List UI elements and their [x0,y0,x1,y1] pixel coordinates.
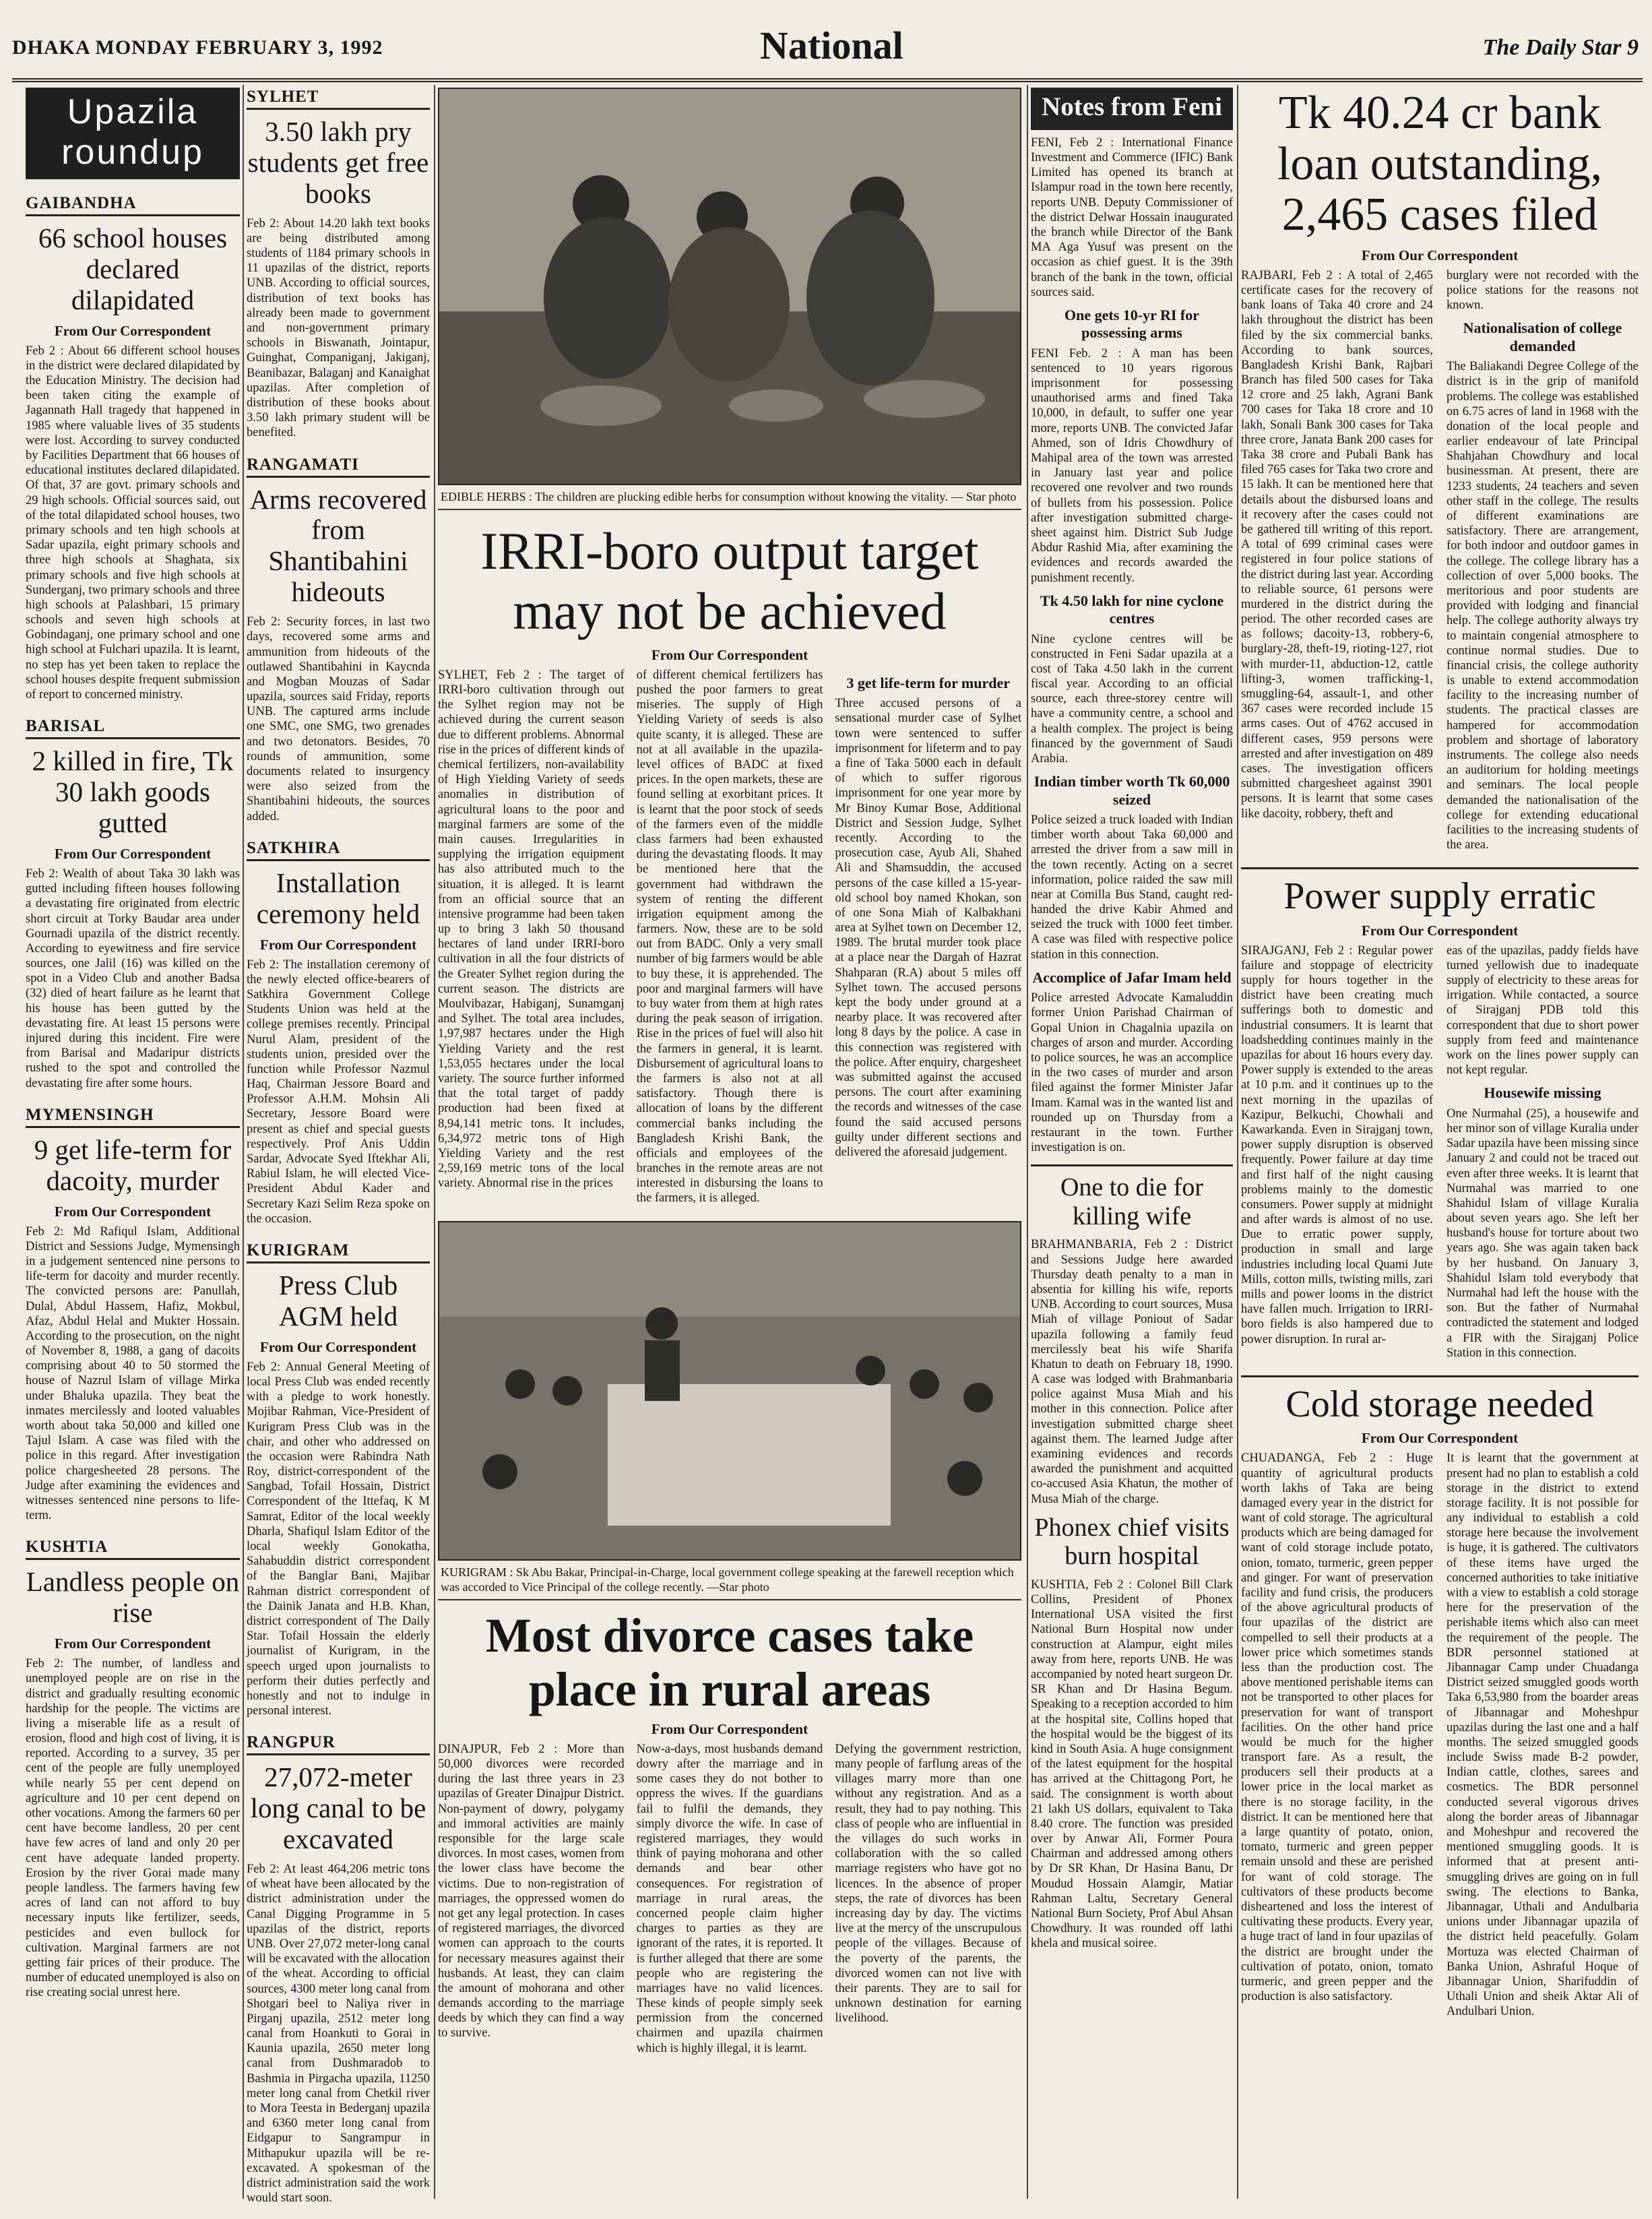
section-title: National [760,24,903,67]
subheadline: Nationalisation of college demanded [1463,319,1622,354]
story-body: Feb 2: About 14.20 lakh text books are being distributed among students of 1184 primary schools in 11 upazilas of the district, reports UNB. According to official sources, distribution of text books has already been made to government and non-government primary schools in Biswanath, Jointapur, Guinghat, Companiganj, Jakiganj, Beanibazar, Balaganj and Kanaighat upazilas. After completion of distribution of these books about 3.50 lakh primary student will be benefited. [247,216,430,440]
story-body: Police seized a truck loaded with Indian timber worth about Taka 60,000 and arrested the driver from a saw mill in the town recently. Acting on a secret information, police raided the saw mill near at Comilla Bus Stand, caught red-handed the drive Kabir Ahmed and seized the truck with 1000 feet timber. A case was filed with respective police station in this connection. [1031,813,1233,962]
story-headline: Installation ceremony held [256,867,420,929]
story-body: Feb 2: Security forces, in last two days, recovered some arms and ammunition from hideouts of the outlawed Shantibahini in Kaycnda and Mogban Mouzas of Sadar upazila, sources said Friday, reports UNB. The captured arms include one SMC, one SMG, two grenades and two detonators. Besides, 70 rounds of ammunition, some documents related to insurgency were also seized from the Shantibahini hideouts, the sources added. [247,615,430,823]
byline: From Our Correspondent [1361,1430,1519,1447]
story-headline: Arms recovered from Shantibahini hideouts [249,483,427,608]
district-label: SATKHIRA [247,839,430,861]
byline: From Our Correspondent [259,936,417,953]
article-text: Defying the government restriction, many people of farflung areas of the villages marry more than one without any registration. And as a result, they had to pay nothing. This class of people who are influential in the villages do such works in collaboration with the so called marriage registers who have got no licences. In the absence of proper steps, the rate of divorces has been increasing day by day. The victims live at the mercy of the unscrupulous people of the villages. Because of the poverty of the parents, the divorced women can not live with their parents. They are to sail for unknown destination for earning livelihood. [835,1742,1022,2026]
section-rule [1031,1164,1233,1166]
subheadline: 3 get life-term for murder [846,674,1011,691]
section-rule [1241,1375,1639,1377]
byline: From Our Correspondent [54,1203,212,1220]
column-main [438,88,1021,2061]
page-masthead [12,20,1643,85]
story-headline: 3.50 lakh pry students get free books [247,116,429,209]
district-label: KURIGRAM [247,1241,430,1263]
photo-edible-herbs [438,88,1021,485]
story-body: Feb 2: The number, of landless and unemployed people are on rise in the district and gradually resulting economic hardship for the people. The victims are living a miserable life as a result of erosion, flood and high cost of living, it is reported. According to a survey, 35 per cent of the people are fully unemployed while nearly 55 per cent depend on agriculture and 10 per cent depend on other vocations. Among the farmers 60 per cent have become landless, 20 per cent have few acres of land and only 20 per cent have adequate landed property. Erosion by the river Gorai made many people landless. The farmers having few acres of land can not afford to buy necessary inputs like fertilizer, seeds, pesticides and even bullock for cultivation. Marginal farmers are not getting fair prices of their produce. The number of educated unemployed is also on rise creating social unrest here. [26,1657,240,2000]
headline-power-supply: Power supply erratic [1283,875,1596,918]
headline-bank-loan: Tk 40.24 cr bank loan outstanding, 2,465 cases filed [1277,87,1603,241]
story-body: BRAHMANBARIA, Feb 2 : District and Sessions Judge here awarded Thursday death penalty to a man in absentia for killing his wife, reports UNB. According to court sources, Musa Miah of village Poniout of Sadar upazila following a family feud mercilessly beat his wife Sharifa Khatun to death on February 18, 1990. A case was lodged with Brahmanbaria police against Musa Miah and his mother in this connection. Police after investigation submitted charge sheet against them. The learned Judge after examining evidences and records awarded the punishment and acquitted co-accused Asia Khatun, the mother of Musa Miah of the charge. [1031,1238,1233,1506]
column-notes-from-feni [1031,88,1233,1957]
article-text: SIRAJGANJ, Feb 2 : Regular power failure and stoppage of electricity supply for hours together in the district have been creating much sufferings both to domestic and industrial consumers. It is learnt that loadshedding continues mainly in the upazilas for about 16 hours every day. Power supply is extended to the areas at 10 p.m. and it continues up to the next morning in the upazilas of Kazipur, Belkuchi, Chowhali and Kawarkanda. Even in Sirajganj town, power supply disruption is observed frequently. Power failure at day time and first half of the night causing problems mainly to the domestic consumers. Power supply at midnight and after wards is almost of no use. Due to erratic power supply, production in small and large industries including local Quami Jute Mills, cotton mills, twisting mills, zari mills and power looms in the district have fallen much. Irrigation to IRRI-boro fields is also hampered due to power disruption. In rural ar- [1241,943,1433,1346]
story-headline: Press Club AGM held [278,1269,398,1332]
subheadline: Housewife missing [1484,1084,1601,1102]
article-text: SYLHET, Feb 2 : The target of IRRI-boro cultivation through out the Sylhet region may not be achieved during the current season due to different problems. Abnormal rise in the prices of different kinds of chemical fertilizers, non-availability of High Yielding Variety of seeds anomalies in distribution of agricultural loans to the poor and marginal farmers are some of the main causes. Irregularities in supplying the irrigation equipment has also attributed much to the situation, it is alleged. It is learnt from an official source that an intensive programme had been taken up to bring 3 lakh 50 thousand hectares of land under IRRI-boro cultivation in all the four districts of the Greater Sylhet region during the current season. The districts are Moulvibazar, Habiganj, Sunamganj and Sylhet. The total area includes, 1,97,987 hectares under the High Yielding Variety and the rest 1,53,055 hectares under the local variety. The source further informed that the total target of paddy production had been fixed at 8,94,141 metric tons. It includes, 6,34,972 metric tons of High Yielding Variety and the rest 2,59,169 metric tons of the local variety. Abnormal rise in the prices [438,668,625,1191]
photo-kurigram-reception [438,1221,1021,1561]
story-body: Feb 2: The installation ceremony of the newly elected office-bearers of Satkhira Government College Students Union was held at the college premises recently. Principal Nurul Alam, president of the students union, presided over the function while Professor Nazmul Haq, Chairman Jessore Board and Professor A.H.M. Mohsin Ali Secretary, Jessore Board were present as chief and special guests respectively. Prof Anis Uddin Sardar, Advocate Syed Iftekhar Ali, Rabiul Islam, he will elected Vice-President Abdul Kader and Secretary Kazi Selim Reza spoke on the occasion. [247,958,430,1226]
article-text: It is learnt that the government at present had no plan to establish a cold storage in the district to extend storage facility. It is not possible for any individual to establish a cold storage here because the involvement is huge, it is gathered. The cultivators of these items have urged the concerned authorities to take initiative with a view to establish a cold storage here for the preservation of the perishable items which also can meet the requirement of the people. The BDR personnel stationed at Jibannagar Camp under Chuadanga District seized smuggled goods worth Taka 6,53,980 from the boarder areas of Jibannagar and Moheshpur upazilas during the last one and a half months. The seized smuggled goods include Swiss made B-2 powder, Indian cattle, clothes, sarees and cosmetics. The BDR personnel conducted several vigorous drives along the border areas of Jibannagar and Moheshpur and recovered the mentioned smuggling goods. It is informed that at present anti-smuggling drives are going on in full swing. The elections to Banka, Jibannagar, Uthali and Andulbaria unions under Jibannagar upazila of the district held peacefully. Golam Mortuza was elected Chairman of Banka Union, Ashraful Hoque of Jibannagar Union, Sharifuddin of Uthali Union and sheik Aktar Ali of Andulbari Union. [1447,1451,1639,2019]
district-label: BARISAL [26,717,240,739]
district-label: KUSHTIA [26,1538,240,1560]
byline: From Our Correspondent [54,1635,212,1652]
story-body: Feb 2: At least 464,206 metric tons of wheat have been allocated by the district administration under the Canal Digging Programme in 5 upazilas of the district, reports UNB. Over 27,072 meter-long canal will be excavated with the allocation of the wheat. According to official sources, 4300 meter long canal from Shotgari beel to Naliya river in Pirganj upazila, 2512 meter long canal from Hoankuti to Gorai in Kaunia upazila, 2650 meter long canal from Dushmaradob to Bashmia in Pirgacha upazila, 11250 meter long canal from Chetkil river to Mora Teesta in Bederganj upazila and 6360 meter long canal from Eidgapur to Sangrampur in Mithapukur upazila will be re-excavated. A spokesman of the district administration said the work would start soon. [247,1863,430,2206]
byline: From Our Correspondent [1361,922,1519,939]
cold-storage-article [1241,1451,1639,2024]
farewell-reception-image [439,1222,1020,1559]
article-text: The Baliakandi Degree College of the district is in the grip of manifold problems. The college was established on 6.75 acres of land in 1968 with the donation of the local people and earlier endeavour of late Principal Shahjahan Chowdhury and local businessman. At present, there are 1233 students, 24 teachers and seven other staff in the college. The results of different examinations are satisfactory. There are arrangement, for both indoor and outdoor games in the college. The college library has a collection of over 5,000 books. The meritorious and poor students are provided with lodging and financial help. The college authority always try to maintain congenial atmosphere to continue normal studies. Due to financial crisis, the college authority is unable to extend accommodation facility to the increasing number of students. The practical classes are hampered for accommodation problem and shortage of laboratory instruments. The college also needs an auditorium for holding meetings and seminars. The local people demanded the nationalisation of the college for extending educational facilities to the increasing students of the area. [1447,360,1639,852]
story-body: Feb 2: Md Rafiqul Islam, Additional District and Sessions Judge, Mymensingh in a judgement sentenced nine persons to life-term for dacoity and murder recently. The convicted persons are: Panullah, Dulal, Abdul Hassem, Hafiz, Mokbul, Afaz, Abdul Helal and Mukter Hossain. According to the prosecution, on the night of November 8, 1988, a gang of dacoits comprising about 40 to 50 stormed the house of Nazrul Islam of village Mirka under Bhaluka upazila. They beat the inmates mercilessly and looted valuables worth about taka 50,000 and killed one Tajul Islam. A case was filed with the police in this regard. After investigation police chargesheeted 28 persons. The Judge after examining the evidences and witnesses sentenced nine persons to life-term. [26,1224,240,1523]
district-label: MYMENSINGH [26,1106,240,1128]
byline: From Our Correspondent [259,1338,417,1355]
power-supply-article [1241,943,1639,1366]
story-headline: Landless people on rise [26,1566,240,1629]
story-body: Police arrested Advocate Kamaluddin former Union Parishad Chairman of Gopal Union in Chagalnia upazila on charges of arson and murder. According to police sources, he was an accomplice in the two cases of murder and arson filed against the former Minister Jafar Imam. Kamal was in the wanted list and rounded up on Thursday from a restaurant in the town. Further investigation is on. [1031,991,1233,1155]
masthead-rule [12,78,1643,82]
article-text: Now-a-days, most husbands demand dowry after the marriage and in some cases they do not bother to oppress the wives. If the guardians fail to fulfil the demands, they simply divorce the wife. In case of registered marriages, they would think of paying mohorana and other demands and bear other consequences. For registration of marriage in rural areas, the concerned people claim higher charges to parties as they are ignorant of the rates, it is reported. It is further alleged that there are some people who are registering the marriages have no valid licences. These kinds of people simply seek permission from the concerned chairmen and upazila chairmen which is highly illegal, it is learnt. [636,1742,823,2055]
column-divider [1237,85,1238,2199]
district-label: GAIBANDHA [26,194,240,216]
column-divider [1027,85,1028,2199]
article-text: of different chemical fertilizers has pushed the poor farmers to great miseries. The supply of High Yielding Variety of seeds is also quite scanty, it is alleged. These are not at all available in the upazila-level offices of BADC at fixed prices. In the open markets, these are found selling at exorbitant prices. It is learnt that the poor stock of seeds of the farmers even of the middle class farmers had been exhausted during the devastating floods. It may be mentioned here that the government had withdrawn the system of renting the different irrigation equipment among the farmers. Now, these are to be sold out from BADC. Only a very small number of big farmers would be able to buy these, it is apprehended. The poor and marginal farmers will have to buy water from them at high rates during the peak season of irrigation. Rise in the prices of fuel will also hit the farmers in general, it is learnt. Disbursement of agricultural loans to the farmers is also not at all satisfactory. Though there is allocation of loans by the different commercial banks including the Bangladesh Krishi Bank, the officials and employees of the branches in the remote areas are not interested in disbursing the loans to the farmers, it is alleged. [636,668,823,1206]
article-text: One Nurmahal (25), a housewife and her minor son of village Kuralia under Sadar upazila have been missing since January 2 and could not be traced out even after three weeks. It is learnt that Nurmahal was married to one Shahidul Islam of village Kuralia about seven years ago. She left her husband's house for torture about two years ago. She was again taken back by her husband. On January 3, Shahidul Islam told everybody that Nurmahal had left the house with the son. But the father of Nurmahal contradicted the statement and lodged a FIR with the Sirajganj Police Station in this connection. [1447,1106,1639,1360]
story-headline: 2 killed in fire, Tk 30 lakh goods gutted [32,745,234,839]
story-body: KUSHTIA, Feb 2 : Colonel Bill Clark Collins, President of Phonex International USA visited the first National Burn Hospital now under construction at Alampur, eight miles away from here, reports UNB. He was accompanied by noted heart surgeon Dr. SR Khan and Dr Hasina Begum. Speaking to a reception accorded to him at the hospital site, Collins hoped that the hospital would be the biggest of its kind in South Asia. A huge consignment of the latest equipment for the hospital has arrived at the Chittagong Port, he said. The consignment is worth about 21 lakh US dollars, equivalent to Taka 8.40 crore. The function was presided over by Anwar Ali, Former Poura Chairman and addressed among others by Dr SR Khan, Dr Hasina Banu, Dr Moudud Hossain Alamgir, Matiar Rahman Laltu, Secretary General National Burn Society, Prof Abul Ahsan Chowdhury. It was rounded off lathi khela and musical soiree. [1031,1577,1233,1951]
headline-divorce-cases: Most divorce cases take place in rural areas [485,1608,974,1717]
story-body: FENI, Feb 2 : International Finance Investment and Commerce (IFIC) Bank Limited has opened its branch at Islampur road in the town here recently, reports UNB. Deputy Commissioner of the district Delwar Hossain inaugurated the branch while Director of the Bank MA Aga Yusuf was present on the occasion as chief guest. It is the 39th branch of the bank in the town, official sources said. [1031,135,1233,299]
column-upazila-roundup [26,88,240,2005]
byline: From Our Correspondent [651,1720,808,1737]
district-label: RANGPUR [247,1733,430,1755]
byline: From Our Correspondent [1361,247,1519,263]
notes-from-feni-box: Notes from Feni [1031,88,1233,130]
photo-caption: KURIGRAM : Sk Abu Bakar, Principal-in-Charge, local government college speaking at the farewell reception which was accorded to Vice Principal of the college recently. —Star photo [438,1561,1021,1600]
story-headline: 27,072-meter long canal to be excavated [250,1761,426,1855]
column-divider [434,85,435,2199]
subheadline: Accomplice of Jafar Imam held [1032,968,1232,986]
story-body: Feb 2: Wealth of about Taka 30 lakh was gutted including fifteen houses following a devastating fire originated from electric short circuit at Torky Baudar area under Gournadi upazila of the district recently. According to eyewitness and fire service sources, one Jalil (16) was killed on the spot in a Video Club and another Badsa (32) died of heart failure as he learnt that his house has been gutted by the devastating fire. At least 15 persons were injured during this incident. Fire were from Barisal and Madaripur districts rushed to the spot and controlled the devastating fire after some hours. [26,867,240,1090]
story-headline: Phonex chief visits burn hospital [1034,1513,1230,1571]
byline: From Our Correspondent [54,322,212,339]
upazila-roundup-banner: Upazila roundup [26,88,240,179]
story-body: FENI Feb. 2 : A man has been sentenced to 10 years rigorous imprisonment for possessing unauthorised arms and fined Taka 10,000, in default, to suffer one year more, reports UNB. The convicted Jafar Ahmed, son of Idris Chowdhury of Mahipal area of the town was arrested in January last year and police recovered one revolver and two rounds of bullets from his possession. Police after investigation submitted charge-sheet against him. District Sub Judge Abdur Rashid Mia, after examining the evidences and records awarded the punishment recently. [1031,346,1233,585]
district-label: SYLHET [247,88,430,110]
irri-boro-article [438,668,1021,1212]
children-plucking-herbs-image [439,89,1020,484]
article-text: CHUADANGA, Feb 2 : Huge quantity of agricultural products worth lakhs of Taka are being damaged every year in the district for want of cold storage. The agricultural products which are being damaged for want of cold storage include potato, onion, tomato, turmeric, green pepper and ginger. For want of preservation facility and fund crisis, the producers of the above agricultural products of four upazilas of the district are compelled to sell their products at a lower price which sometimes stands less than the production cost. The above mentioned perishable items can not be transported to other places for preservation for want of transport facilities. On the other hand price would be much for the higher transport fare. As a result, the producers sell their products at a lower price in the local market as there is no storage facility, in the district. It can be mentioned here that a large quantity of potato, onion, tomato, turmeric and green pepper remain unsold and these are perished for want of cold storage. The cultivators of these products become disheartened and loss the interest of cultivating these products. Every year, a huge tract of land in four upazilas of the district are brought under the cultivation of potato, onion, tomato turmeric, and green pepper and the production is also satisfactory. [1241,1451,1433,2004]
photo-caption: EDIBLE HERBS : The children are plucking edible herbs for consumption without knowing the vitality. — Star photo [438,485,1021,510]
article-text: burglary were not recorded with the police stations for the reasons not known. [1447,268,1639,313]
story-headline: One to die for killing wife [1060,1173,1204,1230]
headline-irri-boro: IRRI-boro output target may not be achieved [480,521,979,641]
headline-cold-storage: Cold storage needed [1285,1383,1594,1425]
district-label: RANGAMATI [247,456,430,478]
byline: From Our Correspondent [54,845,212,862]
paper-page-number: The Daily Star 9 [1482,35,1639,60]
column-upazila-roundup-2 [247,88,430,2211]
article-text: eas of the upazilas, paddy fields have turned yellowish due to inadequate supply of electricity to these areas for irrigation. While contacted, a source of Sirajganj PDB told this correspondent that due to short power supply from feed and maintenance work on the lines power supply can not kept regular. [1447,943,1639,1077]
story-headline: 9 get life-term for dacoity, murder [34,1133,232,1196]
story-body: Feb 2: Annual General Meeting of local Press Club was ended recently with a pledge to work honestly. Mojibar Rahman, Vice-President of Kurigram Press Club was in the chair, and other who addressed on the occasion were Rabindra Nath Roy, district-correspondent of the Sangbad, Tofail Hossain, District Correspondent of the Ittefaq, K M Samrat, Editor of the local weekly Dharla, Shafiqul Islam Editor of the local weekly Gonokatha, Sahabuddin district correspondent of the Banglar Bani, Majibar Rahman district correspondent of the Dainik Janata and H.B. Khan, district correspondent of The Daily Star. Tofail Hossain the elderly journalist of Kurigram, in the speech urged upon journalists to perform their duties perfectly and honestly and not to indulge in personal interest. [247,1360,430,1718]
subheadline: One gets 10-yr RI for possessing arms [1065,306,1199,342]
story-headline: 66 school houses declared dilapidated [38,222,228,315]
dateline: DHAKA MONDAY FEBRUARY 3, 1992 [12,36,383,59]
section-rule [1241,867,1639,869]
story-body: Nine cyclone centres will be constructed in Feni Sadar upazila at a cost of Taka 4.50 lakh in the current fiscal year. According to an official source, each three-storey centre will have a community centre, a school and a health complex. The project is being financed by the government of Saudi Arabia. [1031,632,1233,766]
column-right [1241,88,1639,2024]
column-divider [243,85,244,2199]
subheadline: Indian timber worth Tk 60,000 seized [1034,773,1230,808]
byline: From Our Correspondent [651,646,808,663]
subheadline: Tk 4.50 lakh for nine cyclone centres [1040,592,1224,627]
bank-loan-article [1241,268,1639,858]
article-text: Three accused persons of a sensational murder case of Sylhet town were sentenced to suffer imprisonment for lifeterm and to pay a fine of Taka 5000 each in default of which to suffer rigorous imprisonment for one year more by Mr Binoy Kumar Bose, Additional District and Session Judge, Sylhet recently. According to the prosecution case, Ayub Ali, Shahed Ali and Shamsuddin, the accused persons of the case killed a 15-year-old school boy named Khokan, son of one Sona Miah of Kalbakhani area at Sylhet town on December 12, 1989. The brutal murder took place at a place near the Dargah of Hazrat Shahparan (R.A) about 5 miles off Sylhet town. The accused persons kept the body under ground at a nearby place. It was recovered after long 8 days by the police. A case in this connection was registered with the police. After enquiry, chargesheet was submitted against the accused persons. The court after examining the records and witnesses of the case found the said accused persons guilty under different sections and delivered the aforesaid judgement. [835,697,1022,1159]
divorce-article [438,1742,1021,2061]
article-text: DINAJPUR, Feb 2 : More than 50,000 divorces were recorded during the last three years in 23 upazilas of Greater Dinajpur District. Non-payment of dowry, polygamy and immoral activities are mainly responsible for the large scale divorces. In most cases, women from the lower class have become the victims. Due to non-registration of marriages, the oppressed women do not get any legal protection. In cases of registered marriages, the divorced women can approach to the courts for necessary measures against their husbands. At least, they can claim the amount of mohorana and other demands according to the marriage deeds by which they can find a way to survive. [438,1742,625,2040]
article-text: RAJBARI, Feb 2 : A total of 2,465 certificate cases for the recovery of bank loans of Taka 40 crore and 24 lakh throughout the district has been filed by the six commercial banks. According to bank sources, Bangladesh Krishi Bank, Rajbari Branch has filed 500 cases for Taka 12 crore and 25 lakh, Agrani Bank 700 cases for Taka 18 crore and 10 lakh, Sonali Bank 300 cases for Taka three crore, Janata Bank 200 cases for Taka 38 crore and Pubali Bank has filed 765 cases for Taka two crore and 15 lakh. It can be mentioned here that details about the disbursed loans and it recovery after the cases could not be gathered till writing of this report. A total of 699 criminal cases were registered in four police stations of the district during last year. According to reliable source, 61 persons were murdered in the district during the period. The other recorded cases are as follows; dacoity-13, robbery-6, burglary-28, theft-19, rioting-127, riot with murder-11, abduction-12, cattle lifting-3, women trafficking-1, smuggling-64, assault-1, and other 367 cases were recorded include 15 arms cases. Out of 4762 accused in different cases, 959 persons were arrested and after investigation on 489 cases. The investigation officers submitted chargesheet against 3901 persons. It is learnt that some cases like dacoity, robbery, theft and [1241,268,1433,821]
story-body: Feb 2 : About 66 different school houses in the district were declared dilapidated by the Education Ministry. The decision had been taken citing the example of Jagannath Hall tragedy that happened in 1985 where valuable lives of 35 students were lost. According to survey conducted by Facilities Department that 66 houses of educational institutes declared dilapidated. Of that, 37 are govt. primary schools and 29 high schools. Official sources said, out of the total dilapidated school houses, two primary schools and ten high schools at Sadar upazila, eight primary schools and three high schools at Shaghata, six primary schools and five high schools at Sunderganj, two primary schools and three high schools at Palashbari, 15 primary schools and seven high schools at Gobindaganj, one primary school and one high school at Fulchari upazila. It is learnt, no step has yet been taken to replace the school houses despite frequent submission of report to concerned ministry. [26,344,240,702]
